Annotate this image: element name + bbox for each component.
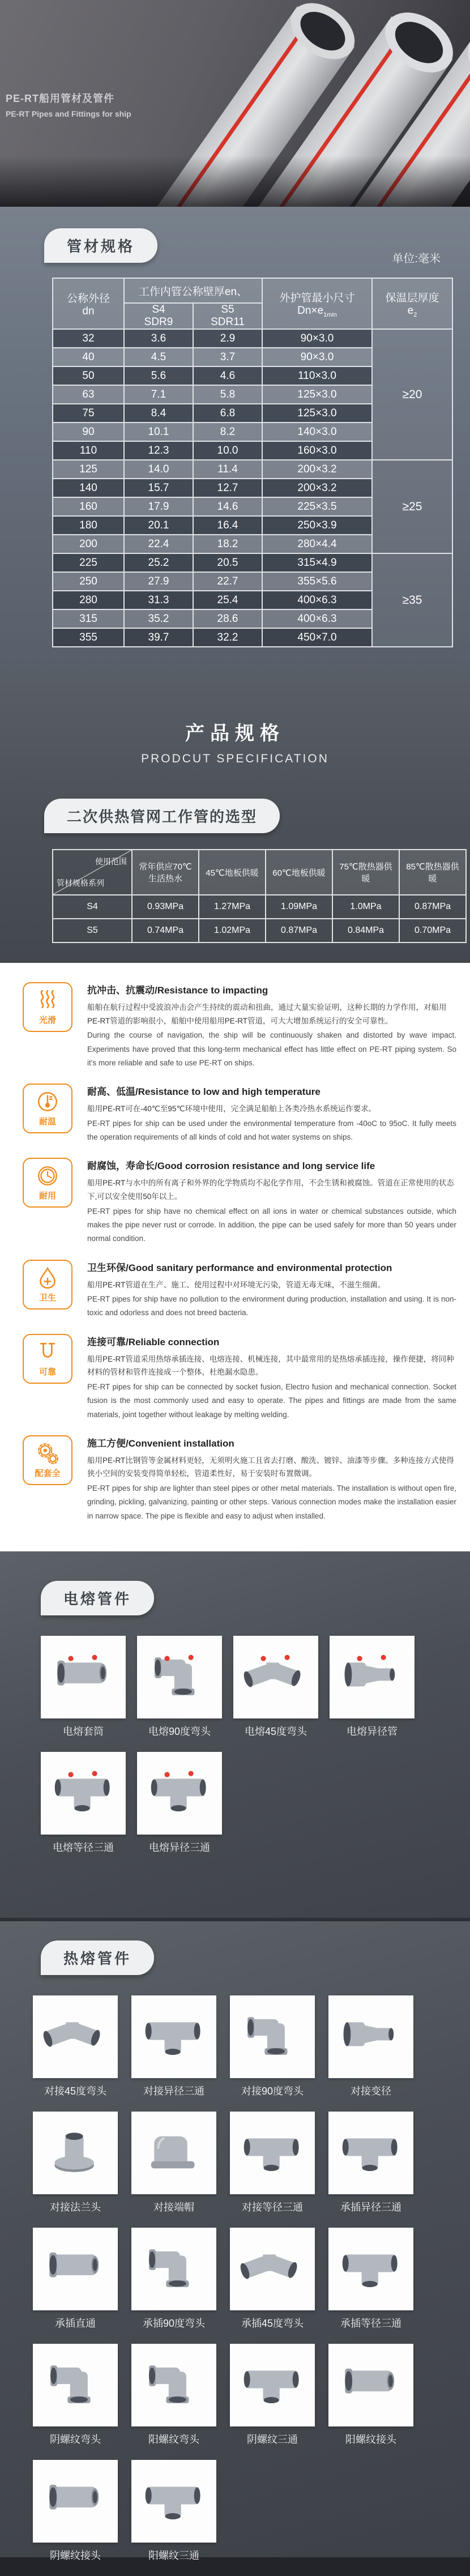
fitting-cell <box>328 2344 413 2452</box>
fitting-cell <box>328 1995 413 2104</box>
spec-cell: 5.8 <box>193 385 262 404</box>
fitting-card <box>330 1636 415 1718</box>
spec-cell: 20.1 <box>124 516 193 535</box>
fitting-label: 阴螺纹弯头 <box>50 2434 101 2445</box>
feature-desc-zh: 船用PE-RT可在-40℃至95℃环境中使用，完全满足船舶上各类冷热水系统运作要求。 <box>87 1104 377 1114</box>
fitting-label: 对接等径三通 <box>242 2202 303 2213</box>
feature-installation <box>23 1435 456 1523</box>
spec-cell: 4.6 <box>193 366 262 385</box>
spec-cell: 225×3.5 <box>262 497 372 516</box>
fitting-label: 阳螺纹弯头 <box>148 2434 199 2445</box>
fitting-card <box>41 1752 126 1835</box>
fitting-label: 电熔等径三通 <box>53 1842 114 1853</box>
fitting-cell <box>328 2112 413 2220</box>
elbow90-fitting-icon <box>138 2233 210 2305</box>
fitting-label: 阳螺纹接头 <box>345 2434 396 2445</box>
spec-cell: 5.6 <box>124 366 193 385</box>
fitting-label: 对接法兰头 <box>50 2202 101 2213</box>
selection-corner-cell <box>53 850 132 895</box>
fitting-cell <box>137 1752 222 1860</box>
feature-desc-en: PE-RT pipes for ship have no pollution to the environment during production, installation and using. It is non-toxic and odorless and does not breed bacteria. <box>87 1295 456 1317</box>
hero-title-zh: PE-RT船用管材及管件 <box>6 93 114 104</box>
spec-cell: 18.2 <box>193 535 262 553</box>
pressure-cell: 0.87MPa <box>399 895 466 919</box>
feature-icon-label: 卫生 <box>39 1293 56 1303</box>
spec-cell: 200 <box>53 535 124 553</box>
feature-icon-label: 耐温 <box>39 1117 56 1127</box>
fitting-label: 承插异径三通 <box>340 2202 401 2213</box>
spec-cell: 280×4.4 <box>262 535 372 553</box>
spec-cell: 160 <box>53 497 124 516</box>
fitting-cell <box>233 1636 318 1744</box>
spec-cell: 6.8 <box>193 404 262 423</box>
fitting-card <box>33 2460 118 2543</box>
spec-cell: 20.5 <box>193 553 262 572</box>
pressure-cell: 0.93MPa <box>132 895 199 919</box>
header-wall: 工作内管公称壁厚en、 <box>124 278 262 303</box>
header-insulation: 保温层厚度 $e_2$ <box>372 278 452 329</box>
feature-icon-label: 耐用 <box>39 1191 56 1201</box>
spec-row <box>53 553 452 572</box>
selection-column-header: 85℃散热器供暖 <box>399 850 466 895</box>
fitting-cell <box>41 1752 126 1860</box>
fitting-label: 对接90度弯头 <box>241 2085 304 2097</box>
spec-cell: 17.9 <box>124 497 193 516</box>
fitting-label: 电熔45度弯头 <box>244 1726 307 1737</box>
series-name-cell: S4 <box>53 895 132 919</box>
insulation-cell: ≥25 <box>372 460 452 553</box>
unit-label: 单位:毫米 <box>392 253 441 265</box>
fitting-cell <box>230 2112 315 2220</box>
fitting-label: 承插等径三通 <box>340 2318 401 2329</box>
spec-cell: 90×3.0 <box>262 329 372 348</box>
smooth-wave-icon <box>23 982 72 1032</box>
selection-row <box>53 919 466 942</box>
fitting-cell <box>137 1636 222 1744</box>
fitting-card <box>137 1636 222 1718</box>
spec-cell: 3.7 <box>193 348 262 366</box>
fitting-card <box>33 2344 118 2426</box>
tee-fitting-icon <box>138 2001 210 2073</box>
spec-cell: 140 <box>53 479 124 497</box>
feature-desc-en: PE-RT pipes for ship can be connected by socket fusion, Electro fusion and mechanical connection. Socket fusion is the most commonly used and easy to operate. The pipes and fittings are made from the same materials, joint together without leakage by melting welding. <box>87 1382 456 1419</box>
fitting-label: 承插90度弯头 <box>142 2318 206 2329</box>
spec-cell: 180 <box>53 516 124 535</box>
electrofusion-badge: 电熔管件 <box>41 1581 154 1615</box>
pressure-cell: 0.74MPa <box>132 919 199 942</box>
selection-row <box>53 895 466 919</box>
selection-table <box>52 849 467 943</box>
fitting-card <box>230 1995 315 2078</box>
feature-title: 连接可靠/Reliable connection <box>87 1336 220 1347</box>
feature-title: 耐高、低温/Resistance to low and high temperature <box>87 1086 321 1098</box>
fitting-card <box>233 1636 318 1718</box>
electrofusion-section <box>0 1551 470 1918</box>
fitting-cell <box>33 2460 118 2568</box>
coupling-fitting-icon <box>335 2349 407 2421</box>
spec-cell: 225 <box>53 553 124 572</box>
feature-desc-en: PE-RT pipes for ship can be used under the environmental temperature from -40oC to 95oC. It fully meets the operation requirements of all kinds of cold and hot water systems on ships. <box>87 1119 456 1142</box>
fitting-cell <box>328 2228 413 2336</box>
pipe-spec-section <box>0 207 470 666</box>
fitting-card <box>328 2228 413 2310</box>
feature-icon-label: 配套全 <box>35 1468 61 1478</box>
fitting-label: 对接端帽 <box>153 2202 194 2213</box>
selection-column-header: 75℃散热器供暖 <box>332 850 399 895</box>
spec-cell: 125×3.0 <box>262 404 372 423</box>
fitting-cell <box>330 1636 415 1744</box>
feature-desc-zh: 船用PE-RT管道在生产、施工、使用过程中对环境无污染，管道无毒无味，不滋生细菌。 <box>87 1280 386 1289</box>
product-spec-title-en: PRODCUT SPECIFICATION <box>141 752 329 765</box>
feature-desc-en: PE-RT pipes for ship have no chemical effect on all ions in water or chemical substances outside, which makes the pipe never rust or corrode. In addition, the pipe can be used safely for more than 50 years under normal condition. <box>87 1206 456 1243</box>
selection-column-header: 60℃地板供暖 <box>266 850 332 895</box>
spec-cell: 14.6 <box>193 497 262 516</box>
header-s5: S5 SDR11 <box>193 303 262 329</box>
spec-cell: 250 <box>53 572 124 591</box>
fitting-label: 阴螺纹接头 <box>50 2550 101 2561</box>
corner-top-label: 使用范围 <box>95 857 127 866</box>
spec-cell: 27.9 <box>124 572 193 591</box>
spec-cell: 4.5 <box>124 348 193 366</box>
pressure-cell: 0.84MPa <box>332 919 399 942</box>
fitting-label: 对接变径 <box>351 2085 391 2097</box>
feature-impact <box>23 982 456 1070</box>
clock-icon <box>23 1158 72 1208</box>
fitting-label: 电熔90度弯头 <box>148 1726 211 1737</box>
fitting-card <box>131 2228 216 2310</box>
fitting-label: 承插直通 <box>55 2318 96 2329</box>
fitting-cell <box>131 2112 216 2220</box>
spec-cell: 355 <box>53 628 124 647</box>
spec-cell: 315 <box>53 609 124 628</box>
feature-desc-zh: 船用PE-RT与水中的所有离子和外界的化学物质均不起化学作用，不会生锈和被腐蚀。管道在正常使用的状态下,可以安全使用50年以上。 <box>87 1179 454 1201</box>
fitting-card <box>33 2112 118 2194</box>
feature-title: 卫生环保/Good sanitary performance and environmental protection <box>87 1262 392 1273</box>
product-spec-title-zh: 产品规格 <box>185 723 285 744</box>
header-s4: S4 SDR9 <box>124 303 193 329</box>
fitting-cell <box>230 2228 315 2336</box>
spec-cell: 110×3.0 <box>262 366 372 385</box>
spec-cell: 32.2 <box>193 628 262 647</box>
fitting-card <box>33 1995 118 2078</box>
spec-cell: 8.2 <box>193 423 262 441</box>
spec-cell: 200×3.2 <box>262 460 372 479</box>
fitting-card <box>230 2112 315 2194</box>
fitting-cell <box>131 2460 216 2568</box>
tee-fitting-icon <box>335 2233 407 2305</box>
insulation-cell: ≥35 <box>372 553 452 647</box>
pressure-cell: 0.70MPa <box>399 919 466 942</box>
coupling-fitting-icon <box>39 2465 112 2537</box>
spec-cell: 250×3.9 <box>262 516 372 535</box>
elbow45-fitting-icon <box>39 2001 112 2073</box>
pipe-spec-badge: 管材规格 <box>44 228 157 263</box>
spec-cell: 400×6.3 <box>262 609 372 628</box>
spec-cell: 22.4 <box>124 535 193 553</box>
insulation-cell: ≥20 <box>372 329 452 460</box>
tee-fitting-icon <box>138 2465 210 2537</box>
elbow90-fitting-icon <box>39 2349 112 2421</box>
fitting-card <box>230 2344 315 2426</box>
fitting-cell <box>33 2228 118 2336</box>
spec-cell: 28.6 <box>193 609 262 628</box>
spec-cell: 400×6.3 <box>262 591 372 609</box>
gears-icon <box>23 1435 72 1485</box>
header-dn: 公称外径 dn <box>53 278 124 329</box>
fitting-cell <box>41 1636 126 1744</box>
feature-desc-en: During the course of navigation, the ship will be continuously shaken and distorted by wave impact. Experiments have proved that this long-term mechanical effect has little effect on PE-RT piping system. So it's more reliable and safe to use PE-RT on ships. <box>87 1031 456 1067</box>
coupling-fitting-icon <box>39 2233 112 2305</box>
feature-title: 抗冲击、抗震动/Resistance to impacting <box>87 985 268 996</box>
fitting-cell <box>33 2112 118 2220</box>
spec-cell: 75 <box>53 404 124 423</box>
fitting-label: 阴螺纹三通 <box>247 2434 298 2445</box>
spec-cell: 14.0 <box>124 460 193 479</box>
feature-desc-zh: 船用PE-RT管道采用热熔承插连接、电熔连接、机械连接，其中最常用的是热熔承插连接，操作便捷，将同种材料的管材和管件连接成一个整体，杜绝漏水隐患。 <box>87 1354 454 1377</box>
spec-cell: 140×3.0 <box>262 423 372 441</box>
flange-fitting-icon <box>39 2117 112 2189</box>
spec-cell: 10.0 <box>193 441 262 460</box>
thermometer-icon <box>23 1084 72 1133</box>
spec-cell: 31.3 <box>124 591 193 609</box>
fitting-cell <box>33 2344 118 2452</box>
fitting-label: 对接45度弯头 <box>44 2085 107 2097</box>
spec-cell: 355×5.6 <box>262 572 372 591</box>
fitting-card <box>131 2460 216 2543</box>
spec-cell: 25.2 <box>124 553 193 572</box>
spec-row <box>53 329 452 348</box>
feature-title: 施工方便/Convenient installation <box>87 1438 234 1449</box>
pipe-spec-table <box>52 278 453 647</box>
fitting-cell <box>131 1995 216 2104</box>
spec-cell: 90×3.0 <box>262 348 372 366</box>
fitting-cell <box>230 1995 315 2104</box>
header-outer: 外护管最小尺寸 $Dn\times e_{1min}$ <box>262 278 372 329</box>
fitting-label: 对接异径三通 <box>143 2085 204 2097</box>
fitting-card <box>41 1636 126 1718</box>
feature-connection <box>23 1334 456 1422</box>
series-name-cell: S5 <box>53 919 132 942</box>
features-section <box>0 963 470 1551</box>
fitting-card <box>33 2228 118 2310</box>
spec-cell: 12.7 <box>193 479 262 497</box>
socketfusion-section <box>0 1918 470 2561</box>
fitting-label: 阳螺纹三通 <box>148 2550 199 2561</box>
spec-cell: 39.7 <box>124 628 193 647</box>
feature-desc-en: PE-RT pipes for ship are lighter than steel pipes or other metal materials. The installation is without open fire, grinding, pickling, galvanizing, painting or other steps. Various connection modes make the installation easier in narrow space. The pipe is flexible and easy to adjust when installed. <box>87 1484 456 1520</box>
spec-cell: 63 <box>53 385 124 404</box>
fitting-label: 电熔异径管 <box>347 1726 398 1737</box>
corner-bottom-label: 管材规格系列 <box>57 878 104 888</box>
hero-title-en: PE-RT Pipes and Fittings for ship <box>6 109 131 118</box>
fitting-card <box>328 2112 413 2194</box>
fitting-label: 电熔套筒 <box>63 1726 104 1737</box>
spec-cell: 22.7 <box>193 572 262 591</box>
selection-column-header: 常年供应70℃生活热水 <box>132 850 199 895</box>
socketfusion-badge: 热熔管件 <box>41 1940 154 1975</box>
feature-temperature <box>23 1084 456 1144</box>
spec-cell: 25.4 <box>193 591 262 609</box>
feature-icon-label: 可靠 <box>39 1367 56 1377</box>
fitting-label: 承插45度弯头 <box>241 2318 304 2329</box>
spec-cell: 3.6 <box>124 329 193 348</box>
water-drop-icon <box>23 1260 72 1310</box>
fitting-cell <box>230 2344 315 2452</box>
feature-desc-zh: 船用PE-RT比钢管等金属材料更轻，无须明火施工且省去打磨、酸洗、镀锌、油漆等步骤。多种连接方式使得狭小空间的安装变得简单轻松，管道柔性好，易于安装时布置微调。 <box>87 1456 454 1478</box>
tee-fitting-icon <box>236 2117 309 2189</box>
hero-banner <box>0 0 470 207</box>
fitting-cell <box>131 2228 216 2336</box>
fitting-cell <box>33 1995 118 2104</box>
feature-title: 耐腐蚀，寿命长/Good corrosion resistance and long service life <box>87 1161 375 1172</box>
pipe-joint-icon <box>23 1334 72 1384</box>
spec-cell: 16.4 <box>193 516 262 535</box>
selection-badge: 二次供热管网工作管的选型 <box>44 799 280 833</box>
fitting-card <box>131 2344 216 2426</box>
cap-fitting-icon <box>138 2117 210 2189</box>
pressure-cell: 1.27MPa <box>199 895 266 919</box>
spec-cell: 15.7 <box>124 479 193 497</box>
fitting-card <box>137 1752 222 1835</box>
spec-cell: 450×7.0 <box>262 628 372 647</box>
tee-fitting-icon <box>236 2349 309 2421</box>
spec-row <box>53 460 452 479</box>
pressure-cell: 0.87MPa <box>266 919 332 942</box>
elbow90-fitting-icon <box>138 2349 210 2421</box>
spec-cell: 12.3 <box>124 441 193 460</box>
selection-column-header: 45℃地板供暖 <box>199 850 266 895</box>
spec-cell: 315×4.9 <box>262 553 372 572</box>
elbow45-fitting-icon-electrofusion <box>240 1641 312 1713</box>
pressure-cell: 1.0MPa <box>332 895 399 919</box>
spec-cell: 35.2 <box>124 609 193 628</box>
feature-sanitary <box>23 1260 456 1320</box>
feature-desc-zh: 船舶在航行过程中受波浪冲击会产生持续的震动和扭曲，通过大量实验证明，这种长期的力学作用，对船用PE-RT管道的影响很小，船舶中使用船用PE-RT管道，可大大增加系统运行的安全可靠性。 <box>87 1003 447 1025</box>
elbow90-fitting-icon-electrofusion <box>143 1641 216 1713</box>
spec-cell: 10.1 <box>124 423 193 441</box>
fitting-cell <box>131 2344 216 2452</box>
spec-cell: 125×3.0 <box>262 385 372 404</box>
pressure-cell: 1.02MPa <box>199 919 266 942</box>
fitting-card <box>131 2112 216 2194</box>
tee-fitting-icon-electrofusion <box>143 1757 216 1829</box>
spec-cell: 32 <box>53 329 124 348</box>
fitting-card <box>131 1995 216 2078</box>
fitting-card <box>328 1995 413 2078</box>
spec-cell: 110 <box>53 441 124 460</box>
tee-fitting-icon-electrofusion <box>47 1757 119 1829</box>
product-spec-section <box>0 666 470 963</box>
fitting-card <box>230 2228 315 2310</box>
spec-cell: 50 <box>53 366 124 385</box>
elbow45-fitting-icon <box>236 2233 309 2305</box>
spec-cell: 8.4 <box>124 404 193 423</box>
fitting-label: 电熔异径三通 <box>149 1842 210 1853</box>
spec-cell: 280 <box>53 591 124 609</box>
pressure-cell: 1.09MPa <box>266 895 332 919</box>
reducer-fitting-icon <box>335 2001 407 2073</box>
feature-icon-label: 光滑 <box>39 1016 56 1025</box>
spec-cell: 160×3.0 <box>262 441 372 460</box>
feature-corrosion <box>23 1158 456 1246</box>
fitting-card <box>328 2344 413 2426</box>
tee-fitting-icon <box>335 2117 407 2189</box>
spec-cell: 2.9 <box>193 329 262 348</box>
spec-cell: 11.4 <box>193 460 262 479</box>
coupling-fitting-icon-electrofusion <box>47 1641 119 1713</box>
spec-cell: 200×3.2 <box>262 479 372 497</box>
spec-cell: 40 <box>53 348 124 366</box>
reducer-fitting-icon-electrofusion <box>336 1641 408 1713</box>
spec-cell: 7.1 <box>124 385 193 404</box>
spec-cell: 90 <box>53 423 124 441</box>
elbow90-fitting-icon <box>236 2001 309 2073</box>
spec-cell: 125 <box>53 460 124 479</box>
hero-floor-shadow <box>0 156 470 207</box>
